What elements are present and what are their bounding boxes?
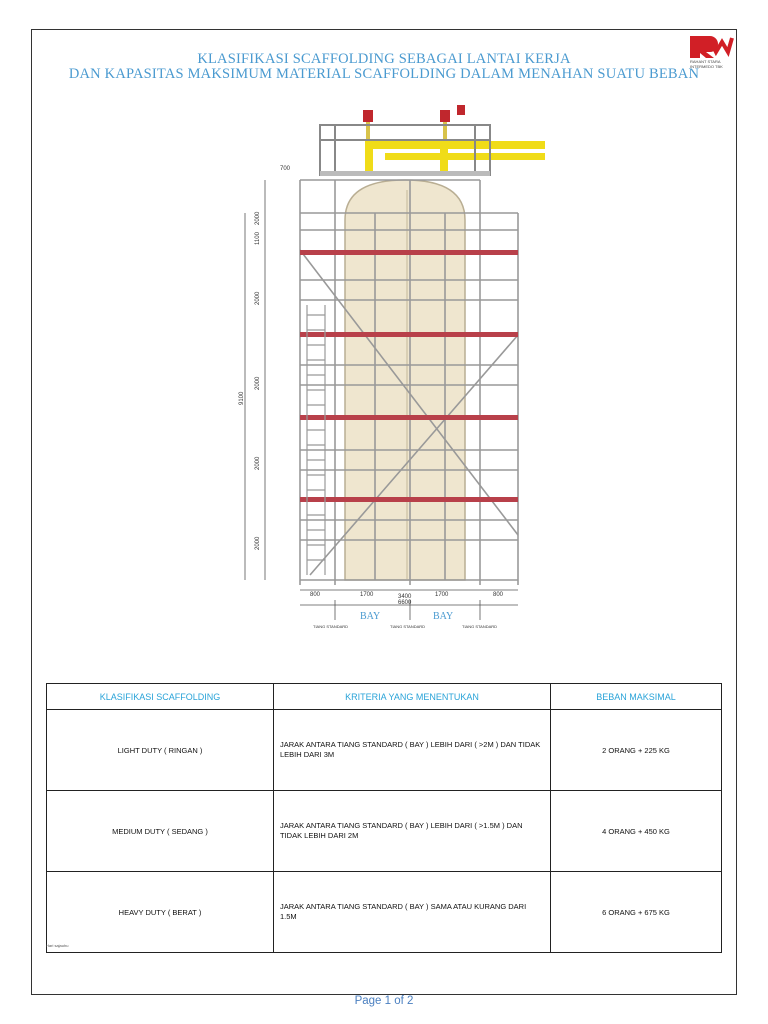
dim-left-2: 1100: [255, 232, 261, 245]
dim-left-5: 2000: [255, 456, 261, 470]
standard-label-3: TIANG STANDARD: [462, 624, 498, 629]
standard-label-1: TIANG STANDARD: [313, 624, 349, 629]
cell-kriteria: JARAK ANTARA TIANG STANDARD ( BAY ) LEBIH DARI ( >2M ) DAN TIDAK LEBIH DARI 3M: [274, 710, 551, 791]
table-row: [47, 791, 722, 872]
scaffolding-drawing: [235, 95, 545, 635]
valve-assembly: [363, 105, 465, 142]
access-ladder: [307, 305, 325, 575]
cell-klasifikasi: HEAVY DUTY ( BERAT ): [47, 872, 274, 953]
document-title-line-2: DAN KAPASITAS MAKSIMUM MATERIAL SCAFFOLDING DALAM MENAHAN SUATU BEBAN: [68, 66, 700, 82]
cell-klasifikasi: LIGHT DUTY ( RINGAN ): [47, 710, 274, 791]
dim-bottom-5: 800: [493, 592, 504, 598]
top-platform: [320, 125, 490, 175]
page-number: Page 1 of 2: [354, 995, 414, 1007]
cell-kriteria: JARAK ANTARA TIANG STANDARD ( BAY ) SAMA ATAU KURANG DARI 1.5M: [274, 872, 551, 953]
footnote: Hari sajauhu: [46, 943, 69, 948]
dim-bottom-4: 1700: [435, 592, 449, 598]
table-header-row: [47, 684, 722, 710]
classification-table: [46, 683, 722, 953]
bay-label-1: BAY: [360, 611, 381, 622]
dim-left-1: 2000: [255, 211, 261, 225]
yellow-pipes: [365, 141, 545, 171]
dim-bottom-3: 3400: [398, 594, 412, 600]
cell-beban: 6 ORANG + 675 KG: [551, 872, 722, 953]
standard-label-2: TIANG STANDARD: [390, 624, 426, 629]
header-kriteria: KRITERIA YANG MENENTUKAN: [274, 684, 551, 710]
logo-caption: [690, 59, 723, 69]
dim-left-3: 2000: [255, 291, 261, 305]
dim-bottom-1: 800: [310, 592, 321, 598]
logo-caption-line-1: RAHANT STARA: [690, 59, 721, 64]
header-beban: BEBAN MAKSIMAL: [551, 684, 722, 710]
dim-bottom-2: 1700: [360, 592, 374, 598]
table-row: [47, 710, 722, 791]
logo-caption-line-2: INTERMEDO TBK: [690, 64, 723, 69]
table-row: [47, 872, 722, 953]
header-klasifikasi: KLASIFIKASI SCAFFOLDING: [47, 684, 274, 710]
cell-klasifikasi: MEDIUM DUTY ( SEDANG ): [47, 791, 274, 872]
bay-label-2: BAY: [433, 611, 454, 622]
dim-left-6: 2000: [255, 536, 261, 550]
document-title-line-1: KLASIFIKASI SCAFFOLDING SEBAGAI LANTAI KERJA: [197, 51, 571, 67]
cell-beban: 2 ORANG + 225 KG: [551, 710, 722, 791]
cell-beban: 4 ORANG + 450 KG: [551, 791, 722, 872]
dim-left-4: 2000: [255, 376, 261, 390]
cell-kriteria: JARAK ANTARA TIANG STANDARD ( BAY ) LEBIH DARI ( >1.5M ) DAN TIDAK LEBIH DARI 2M: [274, 791, 551, 872]
dim-bottom-total: 6600: [398, 600, 412, 606]
dim-total: 9100: [239, 391, 245, 405]
dim-top: 700: [280, 166, 291, 172]
